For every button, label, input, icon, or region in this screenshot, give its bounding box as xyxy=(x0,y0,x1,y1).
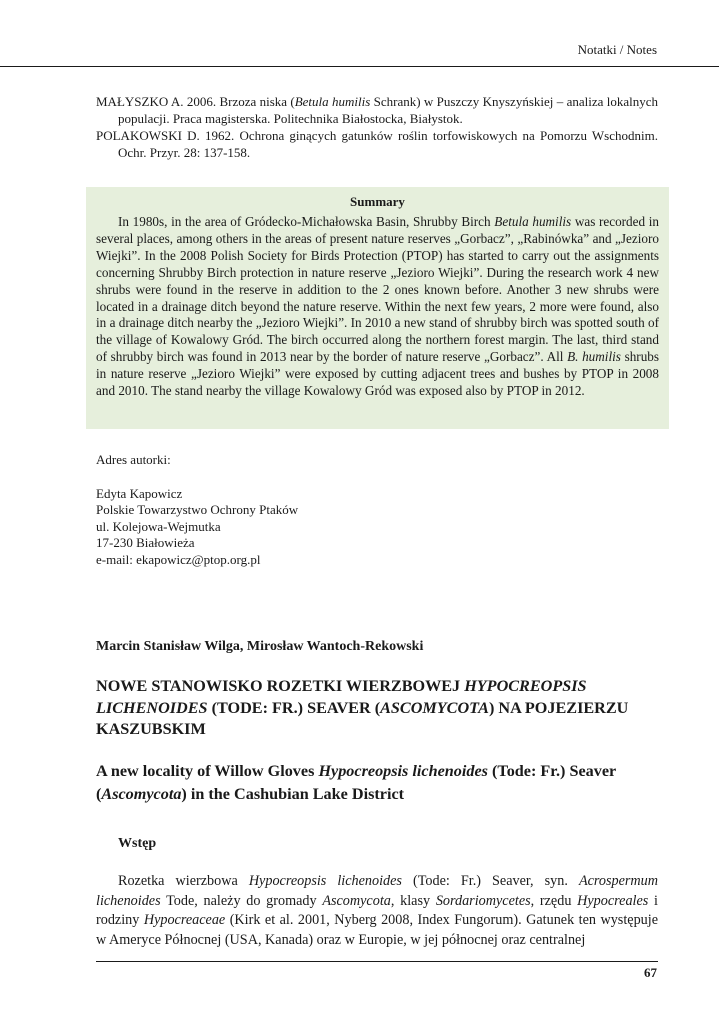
address-name: Edyta Kapowicz xyxy=(96,485,183,501)
taxon-name: Acrospermum lichenoides xyxy=(96,873,659,909)
title-species: HYPOCREOPSIS LICHENOIDES xyxy=(96,677,587,717)
article-title-polish xyxy=(96,676,656,741)
address-email: e-mail: ekapowicz@ptop.org.pl xyxy=(96,551,261,567)
title-fragment: A new locality of Willow Gloves xyxy=(96,762,319,780)
reference-text: Schrank) w Puszczy Knyszyńskiej – analiza lokalnych populacji. Praca magisterska. Politechnika Białostocka, Białystok. xyxy=(118,94,658,126)
title-fragment: ) NA POJEZIERZU KASZUBSKIM xyxy=(96,698,629,738)
section-heading: Wstęp xyxy=(118,836,157,851)
title-fragment: (TODE: FR.) SEAVER ( xyxy=(207,698,381,717)
title-fragment: (Tode: Fr.) Seaver ( xyxy=(96,762,616,803)
summary-species: B. humilis xyxy=(567,349,621,365)
header-rule xyxy=(0,66,719,67)
reference-item xyxy=(96,93,658,127)
text-fragment: , klasy xyxy=(390,892,436,909)
address-label: Adres autorki: xyxy=(96,452,171,467)
reference-text: Brzoza niska ( xyxy=(216,94,295,109)
summary-fragment: In 1980s, in the area of Gródecko-Michałowska Basin, Shrubby Birch xyxy=(118,214,495,229)
page-number: 67 xyxy=(644,965,657,980)
running-header: Notatki / Notes xyxy=(577,42,657,57)
reference-item xyxy=(96,127,658,161)
summary-fragment: shrubs in nature reserve „Jezioro Wiejki” were exposed by cutting adjacent trees and bushes by PTOP in 2008 and 2010. The stand nearby the village Kowalowy Gród was exposed also by PTOP in 2012. xyxy=(96,349,660,399)
summary-box xyxy=(86,187,669,429)
taxon-name: Sordariomycetes xyxy=(435,892,531,909)
reference-authors: POLAKOWSKI D. 1962. xyxy=(96,128,235,143)
text-fragment: (Tode: Fr.) Seaver, syn. xyxy=(401,873,579,889)
taxon-name: Hypocreales xyxy=(577,892,649,909)
reference-text: Ochrona ginących gatunków roślin torfowiskowych na Pomorzu Wschodnim. Ochr. Przyr. 28: 137-158. xyxy=(118,128,658,160)
title-fragment: ) in the Cashubian Lake District xyxy=(181,784,405,803)
title-fragment: NOWE STANOWISKO ROZETKI WIERZBOWEJ xyxy=(96,677,465,695)
article-title-english xyxy=(96,760,656,805)
reference-authors: MAŁYSZKO A. 2006. xyxy=(96,94,217,109)
summary-species: Betula humilis xyxy=(494,214,572,229)
footer-rule xyxy=(96,961,658,962)
reference-species: Betula humilis xyxy=(294,94,371,109)
address-organization: Polskie Towarzystwo Ochrony Ptaków xyxy=(96,502,299,517)
title-taxon: Ascomycota xyxy=(101,784,182,803)
summary-fragment: was recorded in several places, among others in the areas of present nature reserves „Gorbacz”, „Rabinówka” and „Jezioro Wiejki”. In the 2008 Polish Society for Birds Protection (PTOP) has started to carry out the assignments concerning Shrubby Birch protection in nature reserve „Jezioro Wiejki”. During the research work 4 new shrubs were found in the reserve in addition to the 2 ones known before. Another 3 new shrubs were located in a drainage ditch beyond the nature reserve. Within the next few years, 2 more were found, also in a drainage ditch nearby the „Jezioro Wiejki”. In 2010 a new stand of shrubby birch was spotted south of the village of Kowalowy Gród. The birch occurred along the northern forest margin. The last, third stand of shrubby birch was found in 2013 near by the border of nature reserve „Gorbacz”. All xyxy=(96,214,659,365)
address-city: 17-230 Białowieża xyxy=(96,535,195,550)
text-fragment: Rozetka wierzbowa xyxy=(118,873,249,889)
address-street: ul. Kolejowa-Wejmutka xyxy=(96,518,221,534)
summary-text xyxy=(96,214,659,400)
taxon-name: Hypocreopsis lichenoides xyxy=(248,873,402,889)
text-fragment: (Kirk et al. 2001, Nyberg 2008, Index Fungorum). Gatunek ten występuje w Ameryce Północnej (USA, Kanada) oraz w Europie, w jej północnej oraz centralnej xyxy=(96,912,658,948)
article-authors: Marcin Stanisław Wilga, Mirosław Wantoch-Rekowski xyxy=(96,639,424,654)
taxon-name: Ascomycota xyxy=(322,892,391,909)
author-address xyxy=(96,452,298,568)
text-fragment: Tode, należy do gromady xyxy=(160,892,323,909)
intro-paragraph xyxy=(96,872,658,950)
title-taxon: ASCOMYCOTA xyxy=(380,698,489,717)
summary-title: Summary xyxy=(350,194,405,209)
text-fragment: , rzędu xyxy=(530,892,578,909)
title-species: Hypocreopsis lichenoides xyxy=(318,762,488,780)
text-fragment: i rodziny xyxy=(96,892,658,929)
references-list xyxy=(96,93,658,161)
taxon-name: Hypocreaceae xyxy=(143,912,226,929)
